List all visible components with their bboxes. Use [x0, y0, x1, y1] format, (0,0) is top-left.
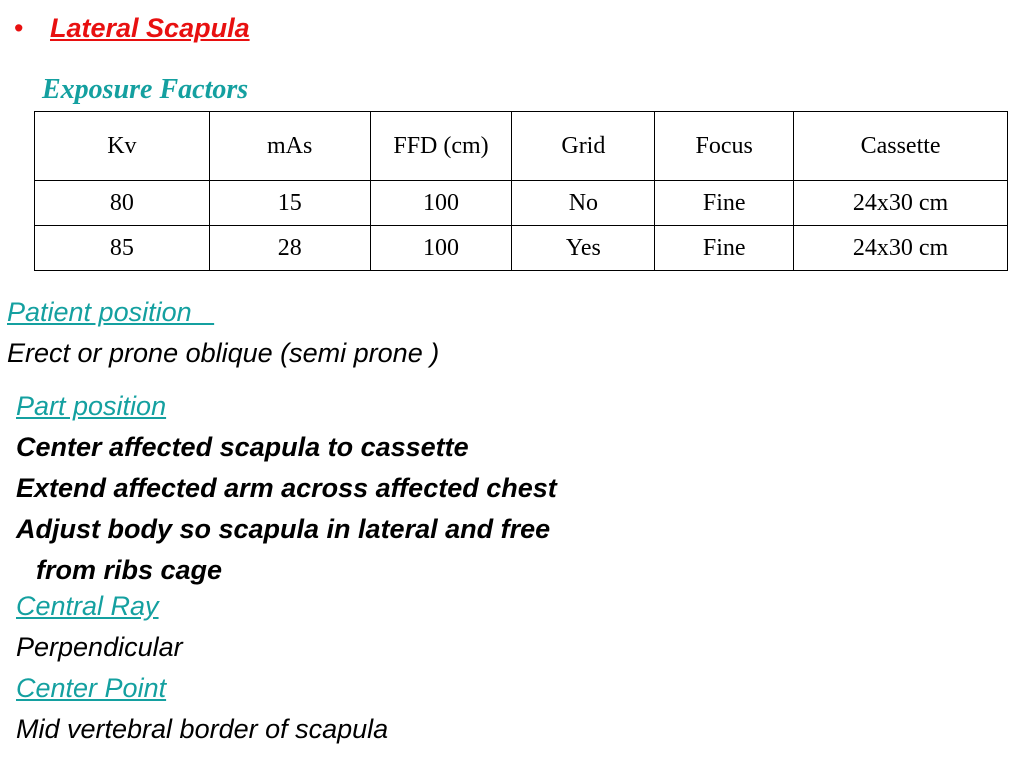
table-cell: 15 [209, 181, 370, 226]
table-cell: 80 [35, 181, 210, 226]
table-cell: 85 [35, 226, 210, 271]
part-position-line: Extend affected arm across affected chest [16, 473, 557, 503]
table-row [35, 226, 1008, 271]
patient-position-heading: Patient position _ [7, 297, 215, 327]
patient-position-text: Erect or prone oblique (semi prone ) [7, 338, 440, 368]
exposure-factors-heading: Exposure Factors [42, 74, 249, 105]
table-cell: 100 [370, 226, 512, 271]
table-cell: Yes [512, 226, 655, 271]
part-position-line: Center affected scapula to cassette [16, 432, 469, 462]
column-header-kv: Kv [35, 112, 210, 181]
table-cell: 28 [209, 226, 370, 271]
central-ray-text: Perpendicular [16, 632, 183, 662]
part-position-line: from ribs cage [36, 555, 223, 585]
center-point-text: Mid vertebral border of scapula [16, 714, 389, 744]
column-header-ffd: FFD (cm) [370, 112, 512, 181]
part-position-heading: Part position [16, 391, 167, 421]
bullet-icon: • [14, 13, 24, 43]
column-header-grid: Grid [512, 112, 655, 181]
table-cell: Fine [655, 181, 794, 226]
table-row [35, 181, 1008, 226]
table-cell: Fine [655, 226, 794, 271]
table-cell: 100 [370, 181, 512, 226]
exposure-factors-table [34, 111, 1008, 271]
table-cell: No [512, 181, 655, 226]
part-position-line: Adjust body so scapula in lateral and free [16, 514, 551, 544]
column-header-cassette: Cassette [794, 112, 1008, 181]
central-ray-heading: Central Ray [16, 591, 159, 621]
column-header-mas: mAs [209, 112, 370, 181]
table-cell: 24x30 cm [794, 181, 1008, 226]
slide-title: Lateral Scapula [50, 13, 250, 43]
slide-title-row [14, 8, 250, 48]
table-cell: 24x30 cm [794, 226, 1008, 271]
table-header-row [35, 112, 1008, 181]
column-header-focus: Focus [655, 112, 794, 181]
center-point-heading: Center Point [16, 673, 167, 703]
